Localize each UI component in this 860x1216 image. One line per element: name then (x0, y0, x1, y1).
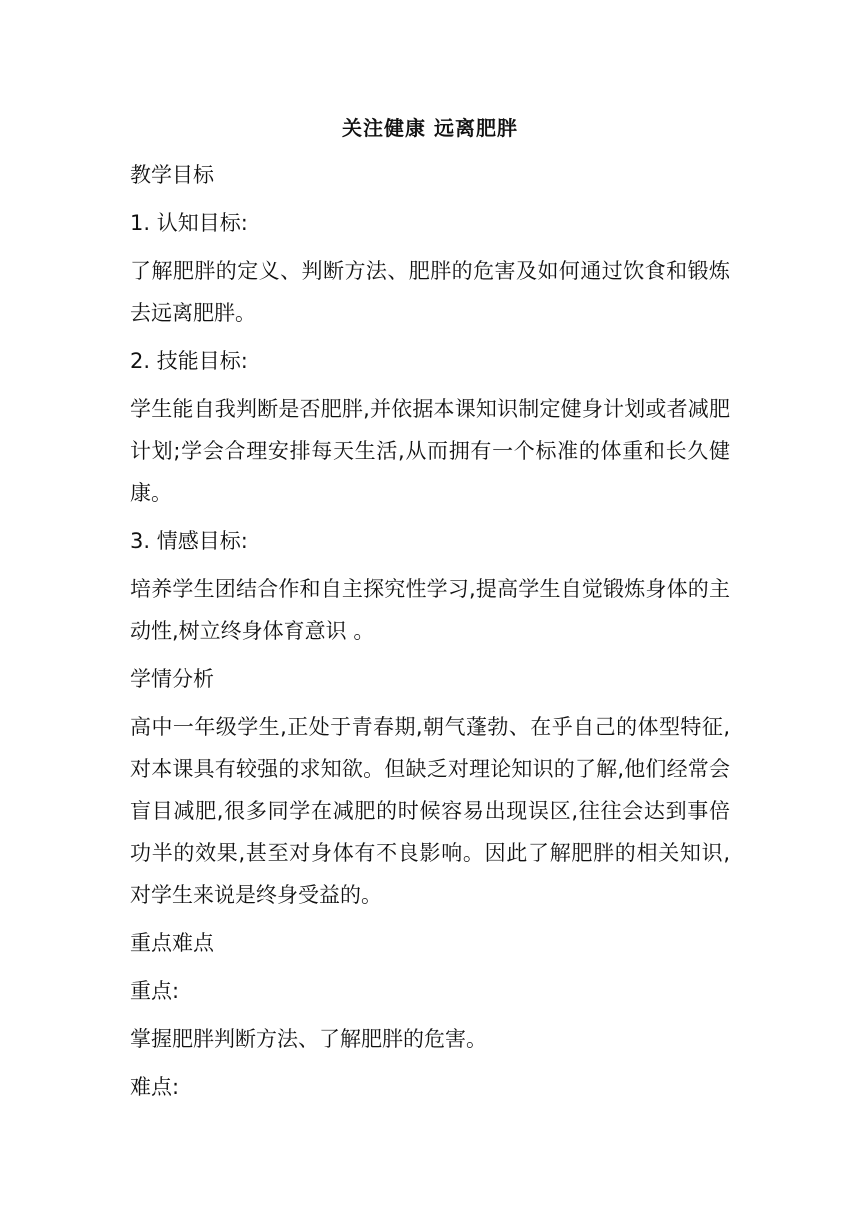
document-title: 关注健康 远离肥胖 (342, 116, 518, 140)
document-body (130, 112, 730, 1108)
section-heading-analysis: 学情分析 (130, 667, 214, 691)
key-heading: 重点: (130, 979, 180, 1003)
goal2-heading: 2. 技能目标: (130, 349, 248, 373)
section-heading-goals: 教学目标 (130, 163, 214, 187)
difficult-heading: 难点: (130, 1075, 180, 1099)
goal1-heading: 1. 认知目标: (130, 211, 248, 235)
goal2-text: 学生能自我判断是否肥胖,并依据本课知识制定健身计划或者减肥计划;学会合理安排每天生活,从而拥有一个标准的体重和长久健康。 (130, 397, 730, 505)
goal3-text: 培养学生团结合作和自主探究性学习,提高学生自觉锻炼身体的主动性,树立终身体育意识 。 (130, 577, 730, 643)
goal1-text: 了解肥胖的定义、判断方法、肥胖的危害及如何通过饮食和锻炼去远离肥胖。 (130, 259, 730, 325)
key-text: 掌握肥胖判断方法、了解肥胖的危害。 (130, 1027, 487, 1051)
goal3-heading: 3. 情感目标: (130, 529, 248, 553)
analysis-text: 高中一年级学生,正处于青春期,朝气蓬勃、在乎自己的体型特征,对本课具有较强的求知欲。但缺乏对理论知识的了解,他们经常会盲目减肥,很多同学在减肥的时候容易出现误区,往往会达到事倍功半的效果,甚至对身体有不良影响。因此了解肥胖的相关知识,对学生来说是终身受益的。 (130, 715, 730, 907)
section-heading-key-points: 重点难点 (130, 931, 214, 955)
